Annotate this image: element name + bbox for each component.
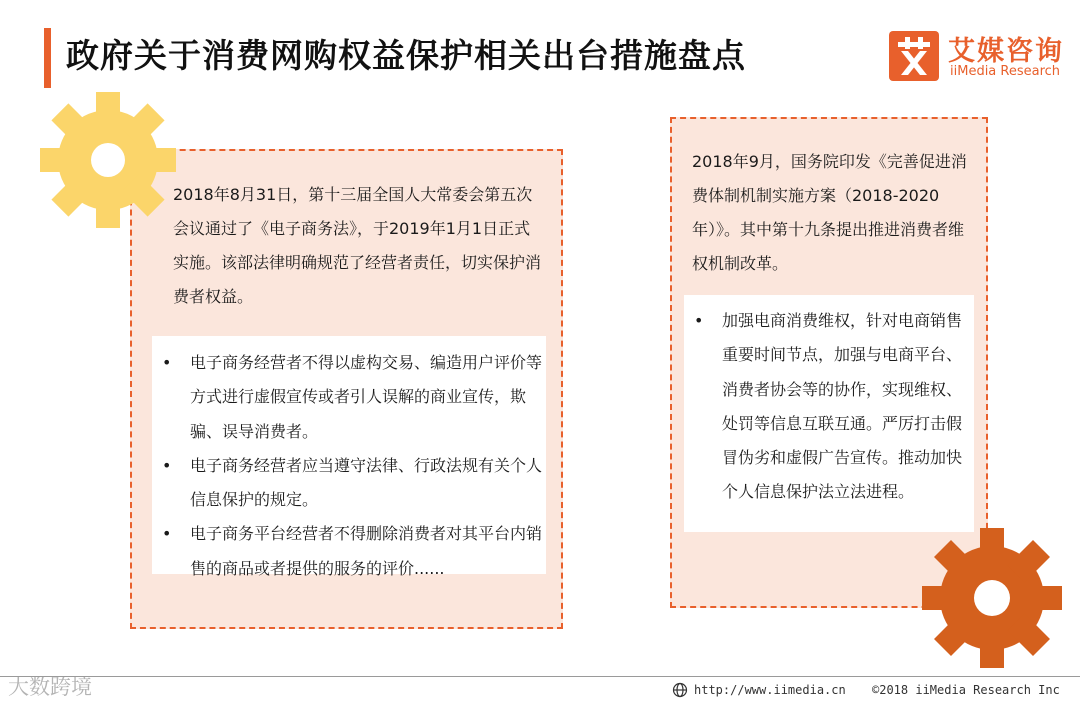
right-bullet-list (692, 304, 972, 510)
iimedia-logo (889, 31, 1064, 83)
footer-divider (0, 676, 1080, 677)
title-accent-bar (44, 28, 51, 88)
logo-name-en: iiMedia Research (950, 64, 1061, 79)
list-item: • 加强电商消费维权，针对电商销售重要时间节点，加强与电商平台、消费者协会等的协作，实现维权、处罚等信息互联互通。严厉打击假冒伪劣和虚假广告宣传。推动加快个人信息保护法立法进程。 (692, 304, 972, 510)
yellow-gear-icon (40, 92, 176, 228)
logo-mark-icon (889, 31, 939, 81)
right-panel-intro: 2018年9月，国务院印发《完善促进消费体制机制实施方案（2018-2020年）》。其中第十九条提出推进消费者维权机制改革。 (692, 152, 967, 273)
bullet-dot-icon: • (162, 524, 172, 544)
left-panel-intro: 2018年8月31日，第十三届全国人大常委会第五次会议通过了《电子商务法》，于2019年1月1日正式实施。该部法律明确规范了经营者责任，切实保护消费者权益。 (173, 185, 542, 306)
list-item: • 电子商务平台经营者不得删除消费者对其平台内销售的商品或者提供的服务的评价...... (160, 517, 544, 586)
left-bullet-list (160, 346, 544, 586)
footer-copyright: ©2018 iiMedia Research Inc (872, 683, 1060, 697)
footer-url[interactable]: http://www.iimedia.cn (694, 683, 846, 697)
logo-name-cn: 艾媒咨询 (948, 36, 1064, 67)
list-item: • 电子商务经营者不得以虚构交易、编造用户评价等方式进行虚假宣传或者引人误解的商业宣传，欺骗、误导消费者。 (160, 346, 544, 449)
list-item: • 电子商务经营者应当遵守法律、行政法规有关个人信息保护的规定。 (160, 449, 544, 518)
orange-gear-icon (922, 528, 1062, 668)
bullet-dot-icon: • (162, 455, 172, 475)
bullet-dot-icon: • (694, 311, 704, 330)
watermark: 大数跨境 (8, 675, 92, 699)
bullet-dot-icon: • (162, 353, 172, 372)
page-title: 政府关于消费网购权益保护相关出台措施盘点 (66, 36, 746, 75)
globe-icon (672, 682, 688, 698)
